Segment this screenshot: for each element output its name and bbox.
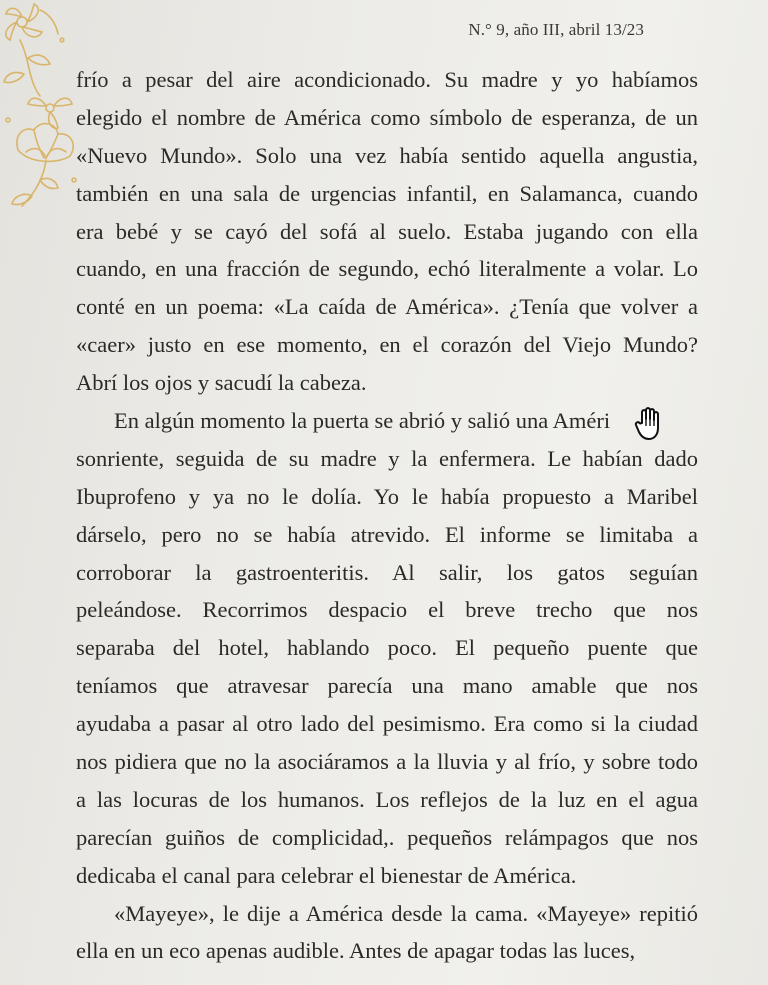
book-text — [76, 61, 698, 970]
text-line: ayudaba a pasar al otro lado del pesimismo. Era como si la ciudad — [76, 711, 698, 737]
text-line: En algún momento la puerta se abrió y salió una Améri — [114, 408, 611, 434]
text-line: frío a pesar del aire acondicionado. Su madre y yo habíamos — [76, 67, 698, 92]
text-line: parecían guiños de complicidad,. pequeños relámpagos que nos — [76, 824, 698, 850]
text-line: peleándose. Recorrimos despacio el breve trecho que nos — [76, 597, 698, 623]
text-line: corroborar la gastroenteritis. Al salir, los gatos seguían — [76, 559, 698, 585]
text-line: «Nuevo Mundo». Solo una vez había sentido aquella angustia, — [76, 142, 698, 168]
text-line: Ibuprofeno y ya no le dolía. Yo le había propuesto a Maribel — [76, 483, 698, 509]
text-line: nos pidiera que no la asociáramos a la lluvia y al frío, y sobre todo — [76, 749, 698, 775]
text-line: Abrí los ojos y sacudí la cabeza. — [76, 370, 367, 396]
text-line: dárselo, pero no se había atrevido. El informe se limitaba a — [76, 521, 698, 547]
text-line: cuando, en una fracción de segundo, echó literalmente a volar. Lo — [76, 256, 698, 282]
text-line: «Mayeye», le dije a América desde la cama. «Mayeye» repitió — [114, 900, 698, 926]
text-line: teníamos que atravesar parecía una mano amable que nos — [76, 673, 698, 699]
text-line: también en una sala de urgencias infantil, en Salamanca, cuando — [76, 180, 698, 206]
text-line: era bebé y se cayó del sofá al suelo. Estaba jugando con ella — [76, 218, 698, 244]
hand-pointer-icon — [633, 404, 665, 444]
running-header: N.° 9, año III, abril 13/23 — [468, 20, 644, 39]
text-line: dedicaba el canal para celebrar el bienestar de América. — [76, 862, 577, 888]
text-line: sonriente, seguida de su madre y la enfermera. Le habían dado — [76, 445, 698, 471]
text-line: ella en un eco apenas audible. Antes de apagar todas las luces, — [76, 938, 636, 964]
text-line: elegido el nombre de América como símbolo de esperanza, de un — [76, 104, 698, 130]
text-line: separaba del hotel, hablando poco. El pequeño puente que — [76, 635, 698, 661]
text-line: a las locuras de los humanos. Los reflejos de la luz en el agua — [76, 786, 698, 812]
text-line: «caer» justo en ese momento, en el corazón del Viejo Mundo? — [76, 332, 698, 358]
text-line: conté en un poema: «La caída de América». ¿Tenía que volver a — [76, 294, 698, 320]
